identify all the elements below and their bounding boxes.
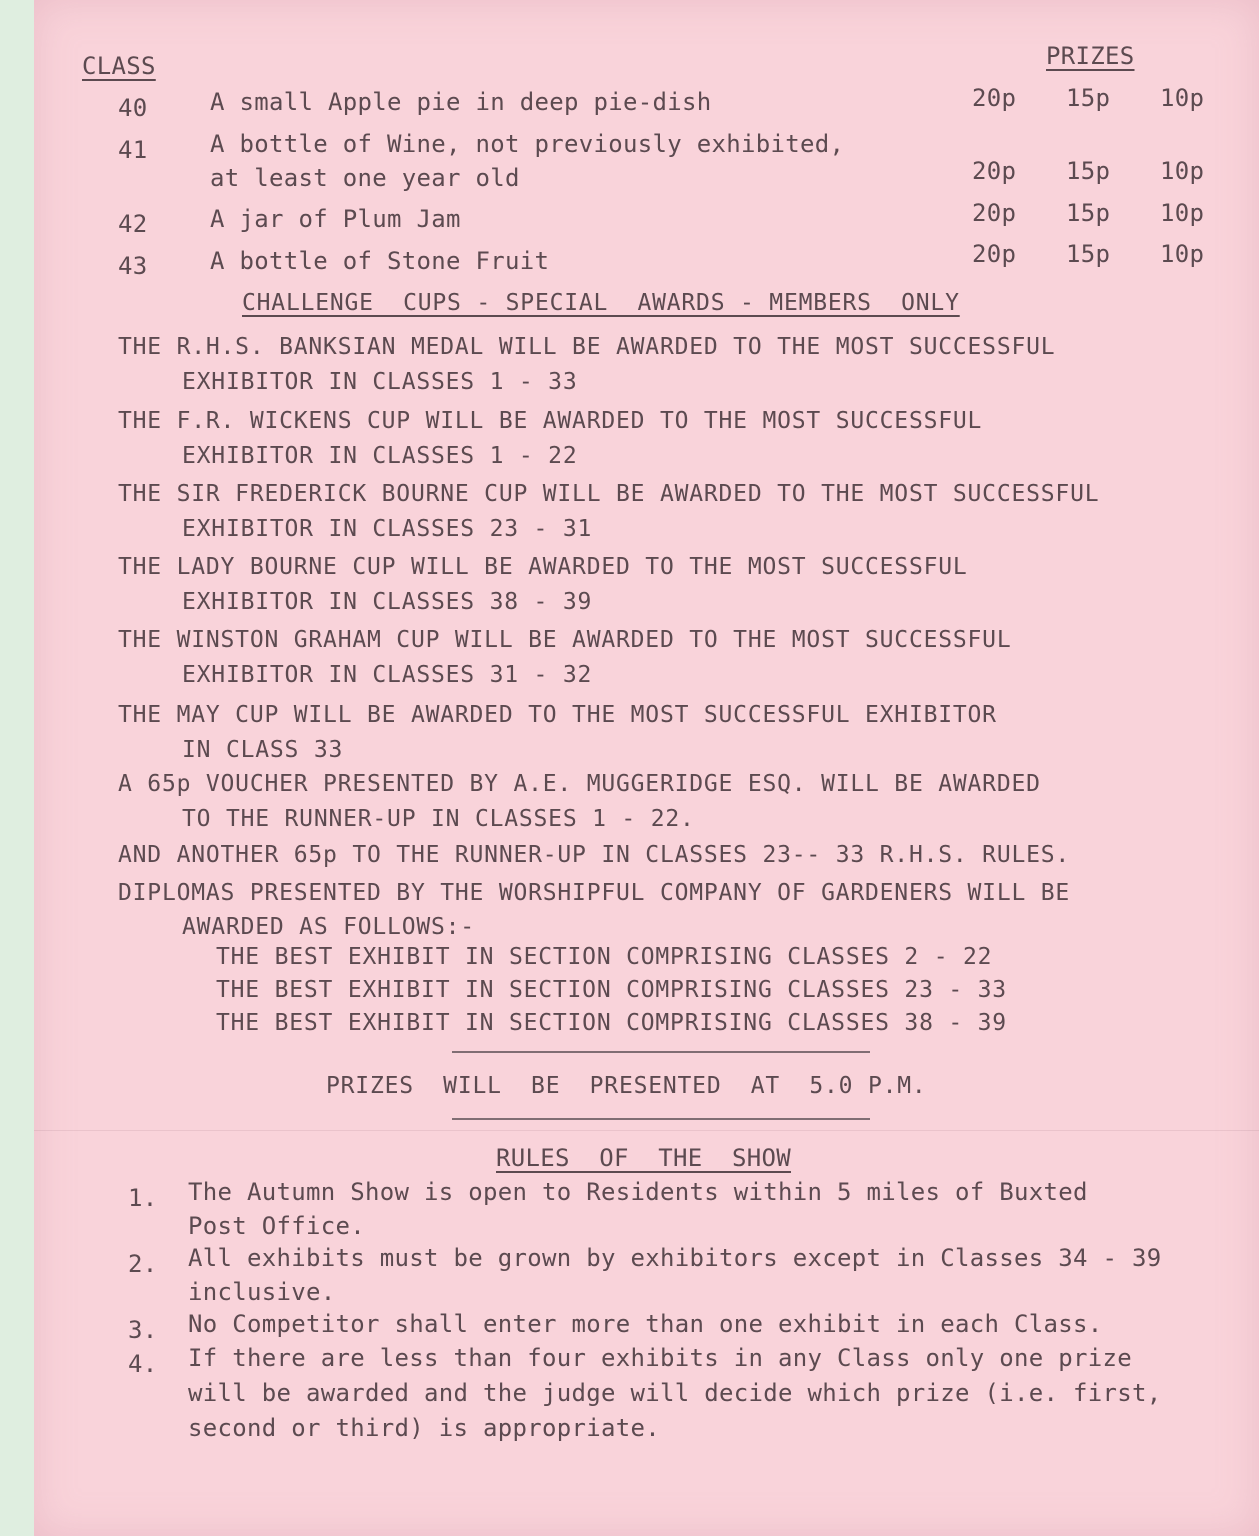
rule-text: No Competitor shall enter more than one exhibit in each Class. [188,1310,1103,1338]
award-line-continued: EXHIBITOR IN CLASSES 1 - 33 [182,369,578,395]
award-line-continued: EXHIBITOR IN CLASSES 23 - 31 [182,516,593,542]
class-description-continued: at least one year old [210,164,520,192]
rule-text-continued: second or third) is appropriate. [188,1414,660,1442]
rule-number: 1. [128,1184,158,1212]
second-prize: 15p [1066,199,1111,227]
class-number: 43 [118,252,148,280]
third-prize: 10p [1160,240,1205,268]
rules-heading: RULES OF THE SHOW [496,1144,791,1172]
first-prize: 20p [972,157,1017,185]
class-description: A jar of Plum Jam [210,205,461,233]
diplomas-line: DIPLOMAS PRESENTED BY THE WORSHIPFUL COMPANY OF GARDENERS WILL BE [118,880,1071,906]
challenge-cups-heading: CHALLENGE CUPS - SPECIAL AWARDS - MEMBERS ONLY [242,290,960,316]
award-line: THE WINSTON GRAHAM CUP WILL BE AWARDED TO THE MOST SUCCESSFUL [118,627,1012,653]
award-line-continued: EXHIBITOR IN CLASSES 38 - 39 [182,589,593,615]
award-line: AND ANOTHER 65p TO THE RUNNER-UP IN CLASSES 23-- 33 R.H.S. RULES. [118,842,1071,868]
rule-text: If there are less than four exhibits in any Class only one prize [188,1344,1132,1372]
third-prize: 10p [1160,199,1205,227]
diploma-item: THE BEST EXHIBIT IN SECTION COMPRISING CLASSES 38 - 39 [216,1010,1007,1036]
rule-number: 4. [128,1350,158,1378]
rule-text-continued: Post Office. [188,1212,365,1240]
class-column-heading: CLASS [82,52,156,80]
first-prize: 20p [972,240,1017,268]
rule-text: All exhibits must be grown by exhibitors except in Classes 34 - 39 [188,1244,1162,1272]
class-number: 40 [118,94,148,122]
award-line: THE LADY BOURNE CUP WILL BE AWARDED TO THE MOST SUCCESSFUL [118,554,968,580]
second-prize: 15p [1066,157,1111,185]
rule-number: 2. [128,1250,158,1278]
award-line-continued: EXHIBITOR IN CLASSES 31 - 32 [182,662,593,688]
divider [452,1118,870,1120]
prize-presentation-notice: PRIZES WILL BE PRESENTED AT 5.0 P.M. [326,1073,927,1099]
award-line: A 65p VOUCHER PRESENTED BY A.E. MUGGERIDGE ESQ. WILL BE AWARDED [118,771,1041,797]
class-description: A bottle of Stone Fruit [210,247,550,275]
second-prize: 15p [1066,240,1111,268]
page-fold-mark [34,1130,1259,1131]
award-line-continued: EXHIBITOR IN CLASSES 1 - 22 [182,443,578,469]
award-line-continued: IN CLASS 33 [182,737,344,763]
rule-number: 3. [128,1316,158,1344]
rule-text: The Autumn Show is open to Residents within 5 miles of Buxted [188,1178,1088,1206]
prizes-column-heading: PRIZES [1046,42,1135,70]
award-line: THE R.H.S. BANKSIAN MEDAL WILL BE AWARDED TO THE MOST SUCCESSFUL [118,334,1056,360]
award-line: THE F.R. WICKENS CUP WILL BE AWARDED TO THE MOST SUCCESSFUL [118,408,983,434]
diploma-item: THE BEST EXHIBIT IN SECTION COMPRISING CLASSES 23 - 33 [216,977,1007,1003]
third-prize: 10p [1160,157,1205,185]
class-description: A bottle of Wine, not previously exhibited, [210,130,845,158]
award-line: THE SIR FREDERICK BOURNE CUP WILL BE AWARDED TO THE MOST SUCCESSFUL [118,481,1100,507]
award-line: THE MAY CUP WILL BE AWARDED TO THE MOST SUCCESSFUL EXHIBITOR [118,702,997,728]
second-prize: 15p [1066,84,1111,112]
diploma-item: THE BEST EXHIBIT IN SECTION COMPRISING CLASSES 2 - 22 [216,944,993,970]
diplomas-line-continued: AWARDED AS FOLLOWS:- [182,914,475,940]
third-prize: 10p [1160,84,1205,112]
class-description: A small Apple pie in deep pie-dish [210,88,712,116]
rule-text-continued: inclusive. [188,1278,336,1306]
class-number: 41 [118,136,148,164]
first-prize: 20p [972,199,1017,227]
rule-text-continued: will be awarded and the judge will decide which prize (i.e. first, [188,1379,1162,1407]
award-line-continued: TO THE RUNNER-UP IN CLASSES 1 - 22. [182,806,695,832]
first-prize: 20p [972,84,1017,112]
divider [452,1051,870,1053]
class-number: 42 [118,210,148,238]
